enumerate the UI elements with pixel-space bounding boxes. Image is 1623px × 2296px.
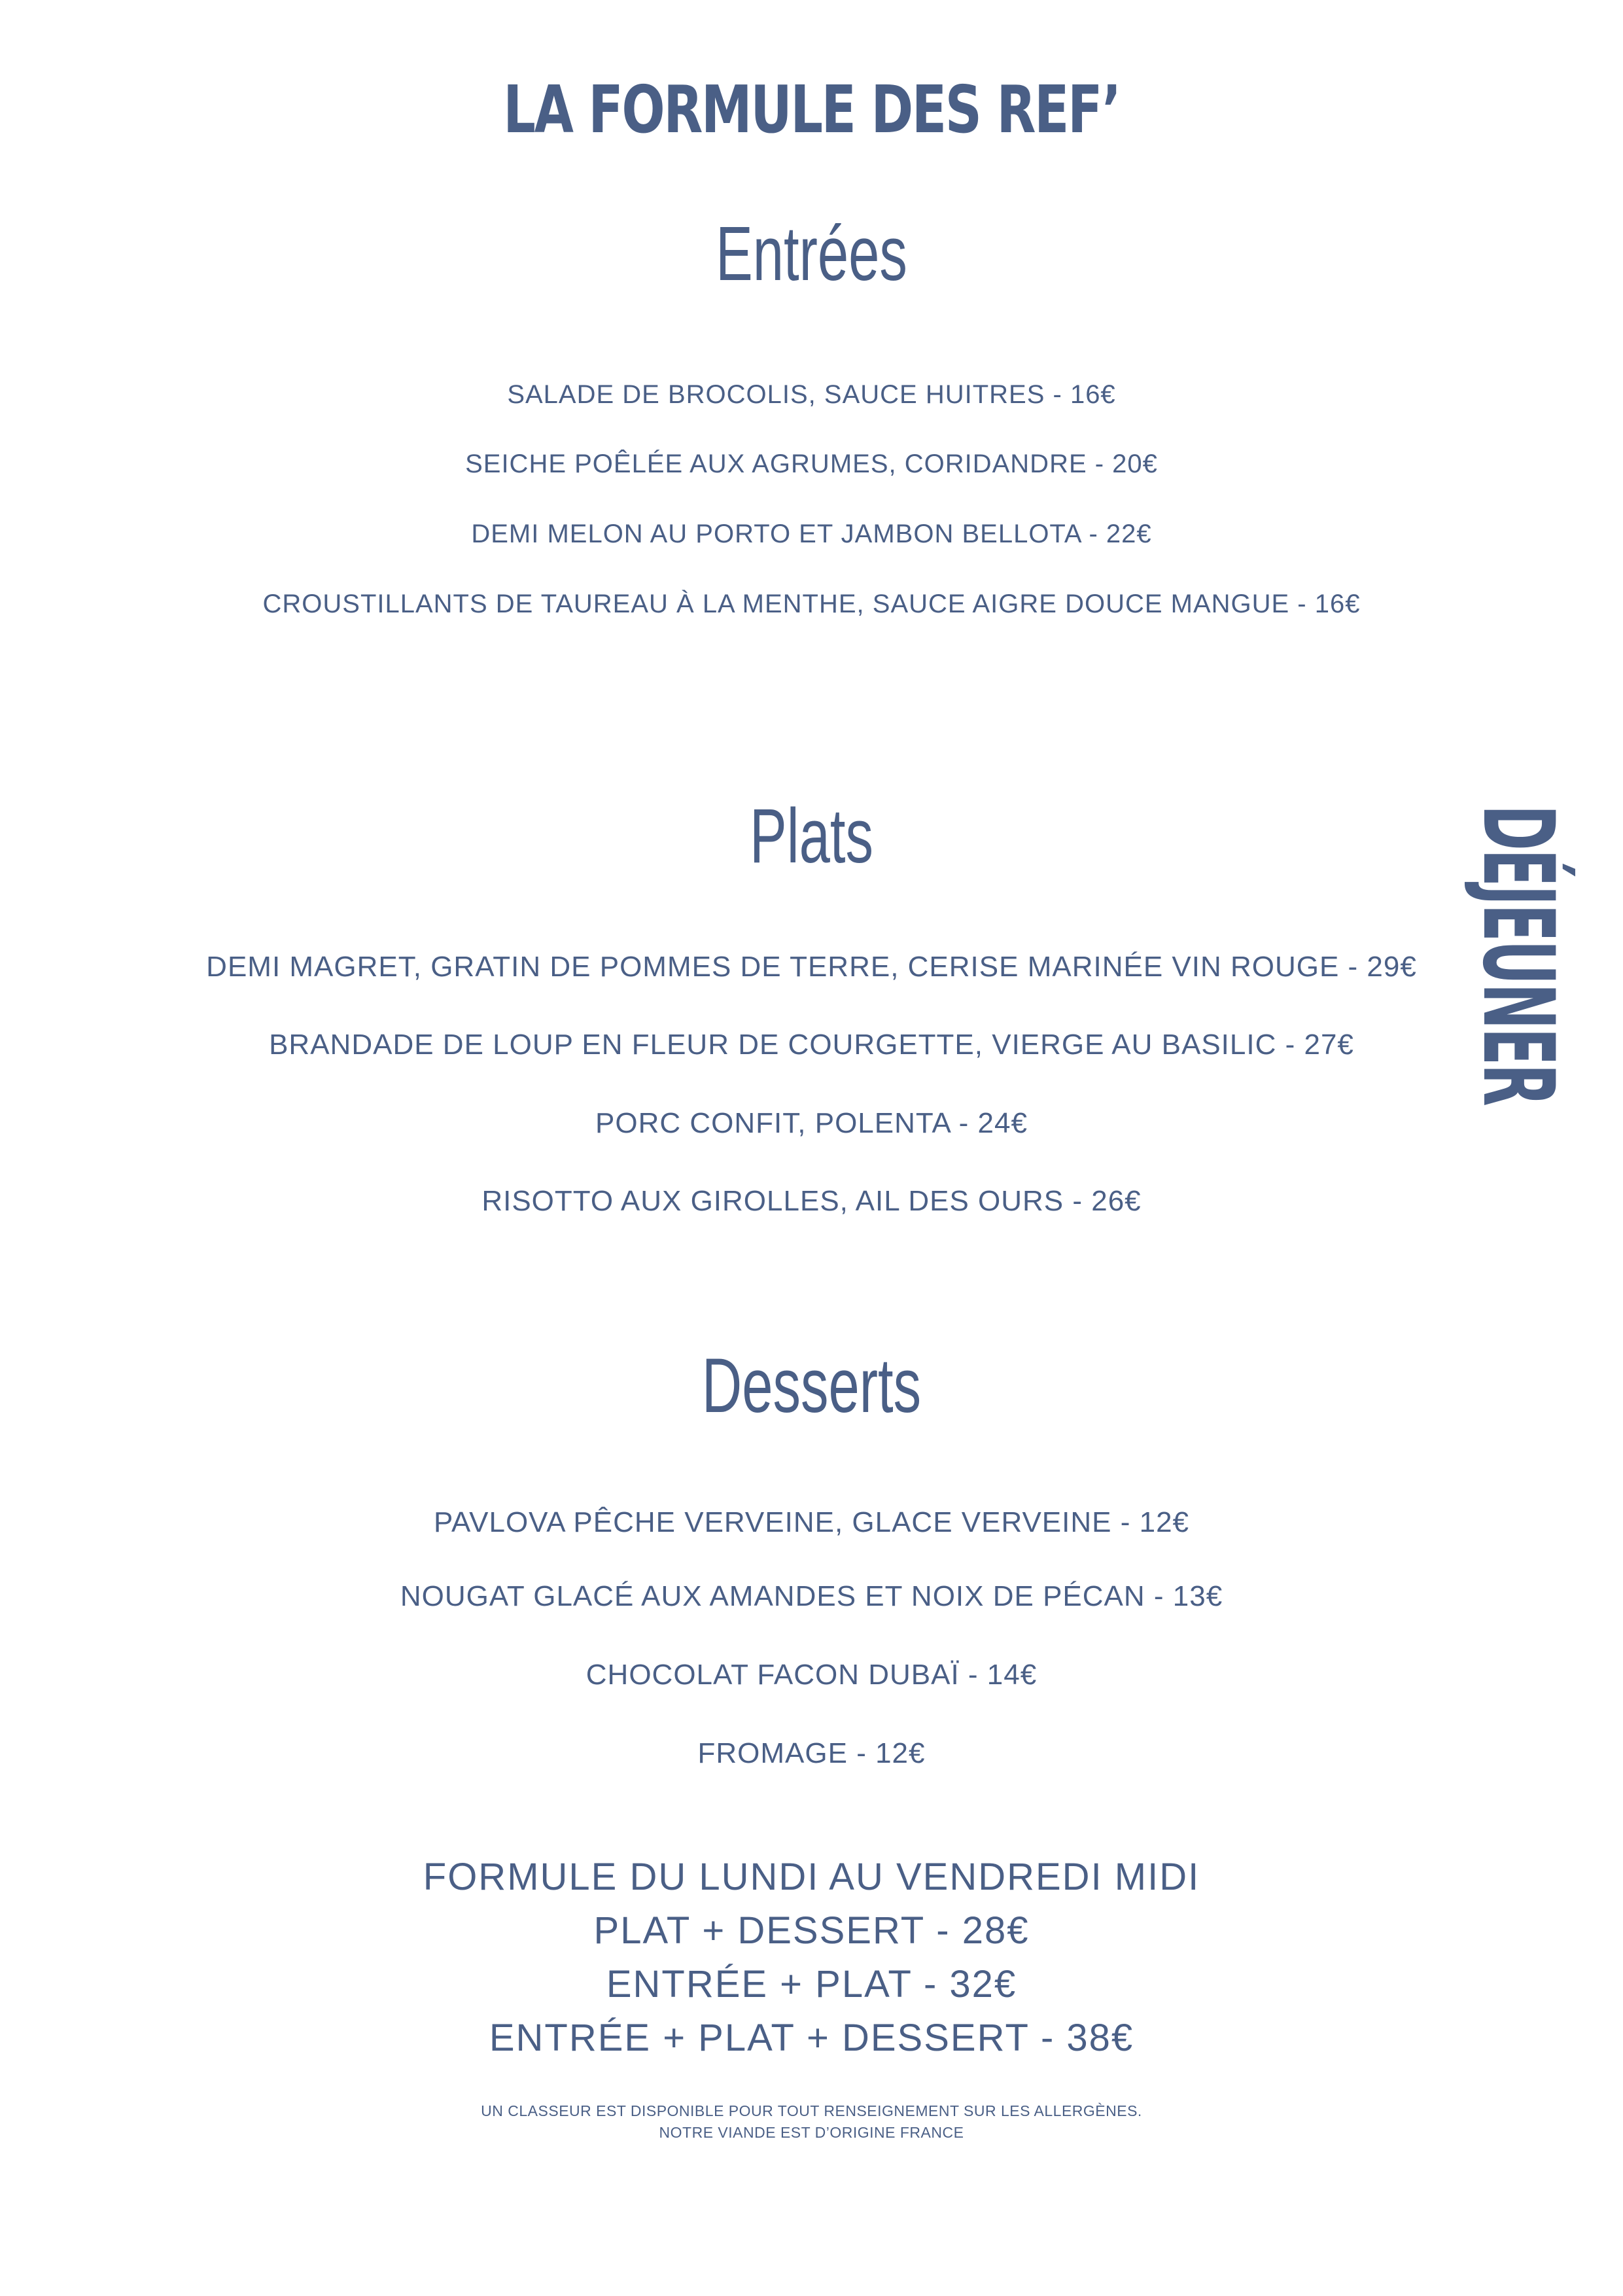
entree-item: CROUSTILLANTS DE TAUREAU À LA MENTHE, SAUCE AIGRE DOUCE MANGUE - 16€ (262, 590, 1361, 618)
section-title-plats: Plats (750, 793, 873, 879)
allergen-note: UN CLASSEUR EST DISPONIBLE POUR TOUT RENSEIGNEMENT SUR LES ALLERGÈNES. (481, 2102, 1142, 2119)
plat-item: RISOTTO AUX GIROLLES, AIL DES OURS - 26€ (481, 1185, 1142, 1217)
formule-option: ENTRÉE + PLAT - 32€ (606, 1963, 1017, 2005)
dessert-item: PAVLOVA PÊCHE VERVEINE, GLACE VERVEINE - 12€ (433, 1506, 1190, 1538)
entree-item: DEMI MELON AU PORTO ET JAMBON BELLOTA - 22€ (471, 520, 1152, 548)
side-label-text: DÉJEUNER (1461, 805, 1575, 1105)
formule-heading: FORMULE DU LUNDI AU VENDREDI MIDI (423, 1856, 1200, 1898)
dessert-item: FROMAGE - 12€ (697, 1737, 926, 1769)
plat-item: PORC CONFIT, POLENTA - 24€ (595, 1107, 1028, 1139)
entree-item: SALADE DE BROCOLIS, SAUCE HUITRES - 16€ (507, 380, 1116, 409)
side-label-dejeuner (1461, 805, 1575, 1158)
plat-item: BRANDADE DE LOUP EN FLEUR DE COURGETTE, VIERGE AU BASILIC - 27€ (269, 1029, 1354, 1061)
plat-item: DEMI MAGRET, GRATIN DE POMMES DE TERRE, CERISE MARINÉE VIN ROUGE - 29€ (206, 951, 1417, 983)
menu-title: LA FORMULE DES REF’ (503, 71, 1120, 148)
section-title-entrees: Entrées (716, 211, 907, 297)
formule-option: ENTRÉE + PLAT + DESSERT - 38€ (489, 2017, 1134, 2059)
dessert-item: CHOCOLAT FACON DUBAÏ - 14€ (585, 1659, 1038, 1691)
origin-note: NOTRE VIANDE EST D’ORIGINE FRANCE (659, 2124, 964, 2141)
section-title-desserts: Desserts (701, 1343, 922, 1429)
dessert-item: NOUGAT GLACÉ AUX AMANDES ET NOIX DE PÉCAN - 13€ (400, 1580, 1223, 1612)
entree-item: SEICHE POÊLÉE AUX AGRUMES, CORIDANDRE - 20€ (465, 450, 1158, 478)
formule-option: PLAT + DESSERT - 28€ (593, 1909, 1030, 1952)
